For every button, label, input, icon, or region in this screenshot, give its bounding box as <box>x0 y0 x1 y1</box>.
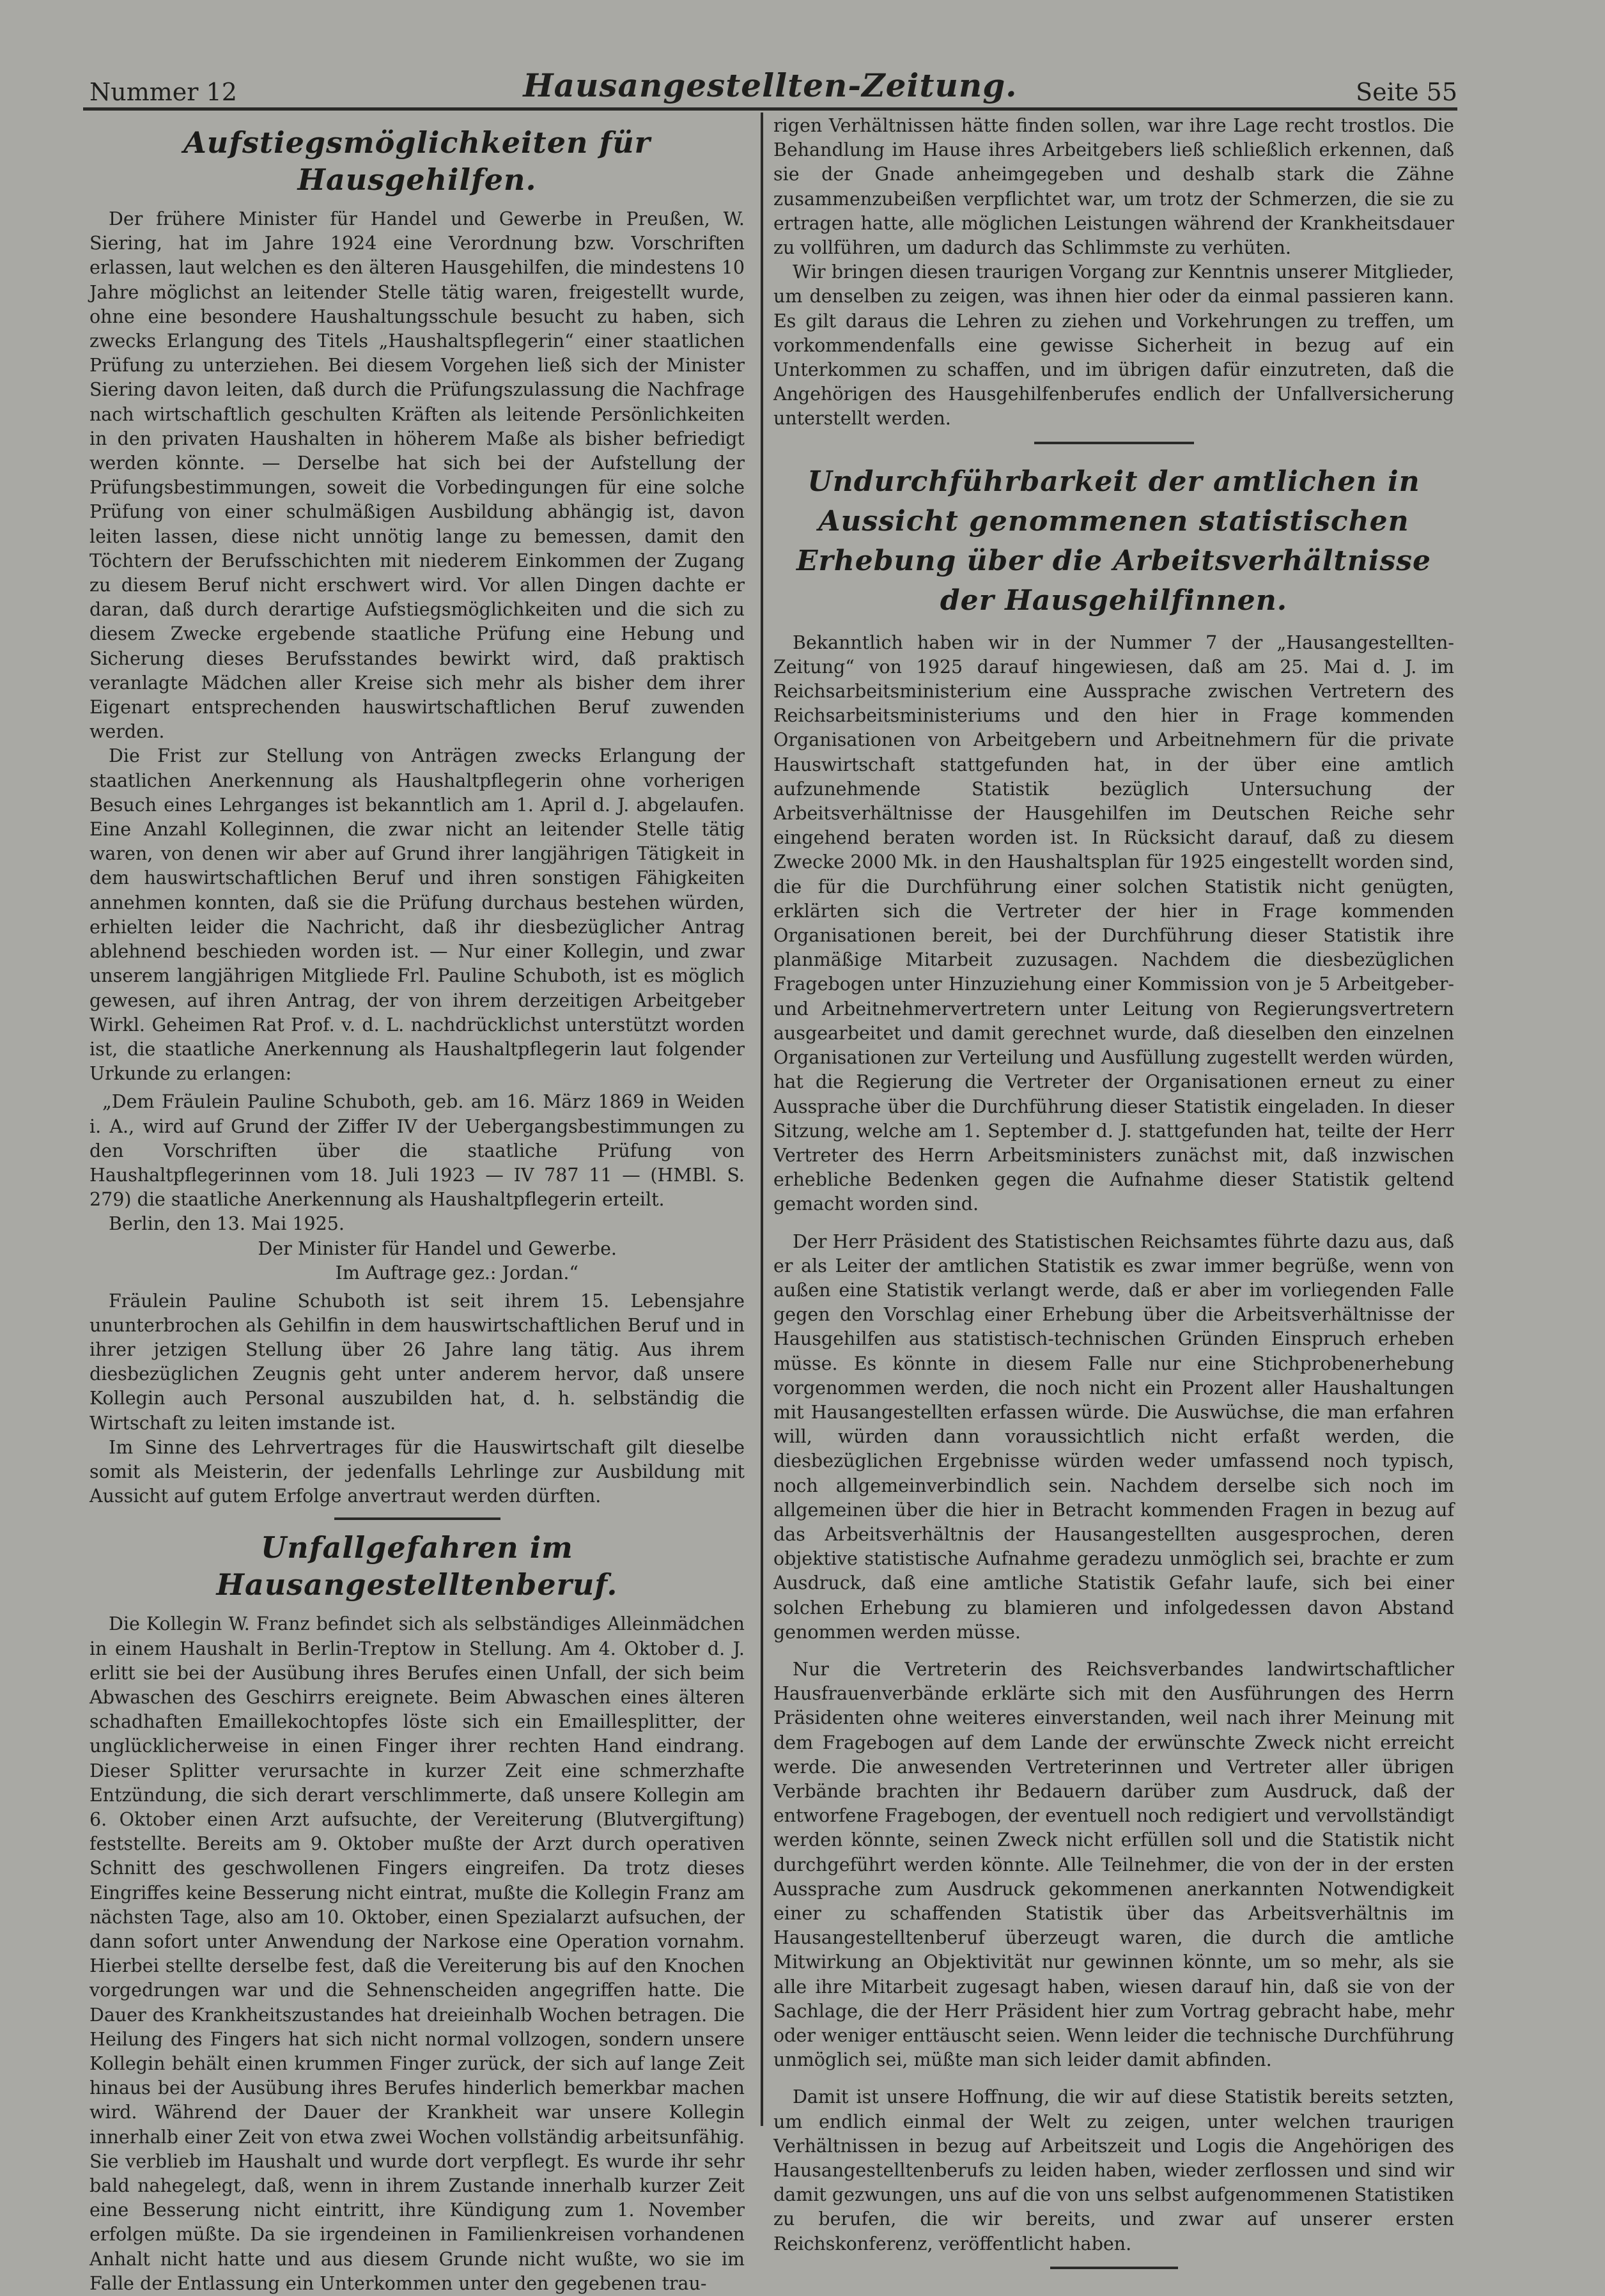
section-divider <box>1034 442 1194 444</box>
article-paragraph: Die Kollegin W. Franz befindet sich als selbständiges Alleinmädchen in einem Haushalt in Berlin-Treptow in Stellung. Am 4. Oktober d. J. erlitt sie bei der Ausübung ihres Berufes einen Unfall, der sich beim Abwaschen des Geschirrs ereignete. Beim Abwaschen eines älteren schadhaften Emaillekochtopfes löste sich ein Emaillesplitter, der unglücklicherweise in einen Finger ihrer rechten Hand eindrang. Dieser Splitter verursachte in kurzer Zeit eine schmerzhafte Entzündung, die sich derart verschlimmerte, daß unsere Kollegin am 6. Oktober einen Arzt aufsuchte, der Vereiterung (Blutvergiftung) feststellte. Bereits am 9. Oktober mußte der Arzt durch operativen Schnitt des geschwollenen Fingers eingreifen. Da trotz dieses Eingriffes keine Besserung nicht eintrat, mußte die Kollegin Franz am nächsten Tage, also am 10. Oktober, einen Spezialarzt aufsuchen, der dann sofort unter Anwendung der Narkose eine Operation vornahm. Hierbei stellte derselbe fest, daß die Vereiterung bis auf den Knochen vorgedrungen war und die Sehnenscheiden angegriffen hatte. Die Dauer des Krankheitszustandes hat dreieinhalb Wochen betragen. Die Heilung des Fingers hat sich nicht normal vollzogen, sondern unsere Kollegin behält einen krummen Finger zurück, der sich auf lange Zeit hinaus bei der Ausübung ihres Berufes hinderlich bemerkbar machen wird. Während der Dauer der Krankheit war unsere Kollegin innerhalb einer Zeit von etwa zwei Wochen vollständig arbeitsunfähig. Sie verblieb im Haushalt und wurde dort verpflegt. Es wurde ihr sehr bald nahegelegt, daß, wenn in ihrem Zustande innerhalb kurzer Zeit eine Besserung nicht eintritt, ihre Kündigung zum 1. November erfolgen müßte. Da sie irgendeinen in Familienkreisen vorhandenen Anhalt nicht hatte und aus diesem Grunde nicht wußte, wo sie im Falle der Entlassung ein Unterkommen unter den gegebenen trau- <box>89 1613 745 2294</box>
issue-number: Nummer 12 <box>89 78 237 106</box>
certificate-quote: „Dem Fräulein Pauline Schuboth, geb. am 16. März 1869 in Weiden i. A., wird auf Grund der Ziffer IV der Uebergangsbestimmungen zu den Vorschriften über die staatliche Prüfung von Haushaltpflegerinnen vom 18. Juli 1923 — IV 787 11 — (HMBl. S. 279) die staatliche Anerkennung als Haushaltpflegerin erteilt. <box>89 1091 745 1211</box>
article-paragraph: Damit ist unsere Hoffnung, die wir auf diese Statistik bereits setzten, um endlich einmal der Welt zu zeigen, unter welchen traurigen Verhältnissen in bezug auf Arbeitszeit und Logis die Angehörigen des Hausangestelltenberufs zu leiden haben, wieder zerflossen und sind wir damit gezwungen, uns auf die von uns selbst aufgenommenen Statistiken zu berufen, die wir bereits, und zwar auf unserer ersten Reichskonferenz, veröffentlicht haben. <box>773 2086 1454 2254</box>
section-divider <box>334 1517 500 1520</box>
end-divider <box>1050 2267 1178 2269</box>
page-header <box>83 64 1457 109</box>
left-column <box>89 114 745 2296</box>
certificate-date: Berlin, den 13. Mai 1925. <box>109 1213 345 1235</box>
article-paragraph: Wir bringen diesen traurigen Vorgang zur Kenntnis unserer Mitglieder, um denselben zu zeigen, was ihnen hier oder da einmal passieren kann. Es gilt daraus die Lehren zu ziehen und Vorkehrungen zu treffen, um vorkommendenfalls eine gewisse Sicherheit in bezug auf ein Unterkommen zu schaffen, und im übrigen dafür einzutreten, daß die Angehörigen des Hausgehilfenberufes endlich der Unfallversicherung unterstellt werden. <box>773 261 1454 430</box>
newspaper-title: Hausangestellten-Zeitung. <box>523 66 1018 104</box>
article-paragraph: Nur die Vertreterin des Reichsverbandes landwirtschaftlicher Hausfrauenverbände erklärte sich mit den Ausführungen des Herrn Präsidenten ohne weiteres einverstanden, weil nach ihrer Meinung mit dem Fragebogen auf dem Lande der erwünschte Zweck nicht erreicht werde. Die anwesenden Vertreterinnen und Vertreter aller übrigen Verbände brachten ihr Bedauern darüber zum Ausdruck, daß der entworfene Fragebogen, der eventuell noch redigiert und vervollständigt werden könnte, seinen Zweck nicht erfüllen soll und die Statistik nicht durchgeführt werden könnte. Alle Teilnehmer, die von der in der ersten Aussprache zum Ausdruck gekommenen anerkannten Notwendigkeit einer zu schaffenden Statistik über das Arbeitsverhältnis im Hausangestelltenberuf überzeugt waren, die durch die amtliche Mitwirkung an Objektivität nur gewinnen könnte, um so mehr, als sie alle ihre Mitarbeit zugesagt haben, wiesen darauf hin, daß sie von der Sachlage, die der Herr Präsident hier zum Vortrag gebracht habe, mehr oder weniger enttäuscht seien. Wenn leider die technische Durchführung unmöglich sei, müßte man sich leider damit abfinden. <box>773 1658 1454 2071</box>
article-title-aufstieg: Aufstiegsmöglichkeiten für Hausgehilfen. <box>183 125 651 197</box>
certificate-signature-1: Der Minister für Handel und Gewerbe. <box>258 1237 617 1259</box>
page-number: Seite 55 <box>1356 78 1457 106</box>
certificate-signature-2: Im Auftrage gez.: Jordan.“ <box>335 1262 578 1284</box>
article-paragraph: Fräulein Pauline Schuboth ist seit ihrem 15. Lebensjahre ununterbrochen als Gehilfin in dem hauswirtschaftlichen Beruf und in ihrer jetzigen Stellung über 26 Jahre lang tätig. Aus ihrem diesbezüglichen Zeugnis geht unter anderem hervor, daß unsere Kollegin auch Personal auszubilden hat, d. h. selbständig die Wirtschaft zu leiten imstande ist. <box>89 1290 745 1434</box>
article-paragraph: Der Herr Präsident des Statistischen Reichsamtes führte dazu aus, daß er als Leiter der amtlichen Statistik es zwar immer begrüße, wenn von außen eine Statistik verlangt werde, daß er aber im vorliegenden Falle gegen den Vorschlag einer Erhebung über die Arbeitsverhältnisse der Hausgehilfen aus statistisch-technischen Gründen Einspruch erheben müsse. Es könnte in diesem Falle nur eine Stichprobenerhebung vorgenommen werden, die noch nicht ein Prozent aller Haushaltungen mit Hausangestellten erfassen würde. Die Auswüchse, die man erfahren will, würden dann voraussichtlich nicht erfaßt werden, die diesbezüglichen Ergebnisse würden weder umfassend noch typisch, noch allgemeinverbindlich sein. Nachdem derselbe sich noch im allgemeinen über die hier in Betracht kommenden Fragen in bezug auf das Arbeitsverhältnis der Hausangestellten ausgesprochen, deren objektive statistische Aufnahme geradezu unmöglich sei, brachte er zum Ausdruck, daß eine amtliche Statistik Gefahr laufe, sich bei einer solchen Erhebung zu blamieren und infolgedessen davon Abstand genommen werden müsse. <box>773 1230 1454 1643</box>
article-paragraph: Bekanntlich haben wir in der Nummer 7 der „Hausangestellten-Zeitung“ von 1925 darauf hingewiesen, daß am 25. Mai d. J. im Reichsarbeitsministerium eine Aussprache zwischen Vertretern des Reichsarbeitsministeriums und den hier in Frage kommenden Organisationen von Arbeitgebern und Arbeitnehmern für die private Hauswirtschaft stattgefunden hat, in der über eine amtlich aufzunehmende Statistik bezüglich Untersuchung der Arbeitsverhältnisse der Hausgehilfen im Deutschen Reiche sehr eingehend beraten worden ist. In Rücksicht darauf, daß zu diesem Zwecke 2000 Mk. in den Haushaltsplan für 1925 eingestellt worden sind, die für die Durchführung einer solchen Statistik nicht genügten, erklärten sich die Vertreter der hier in Frage kommenden Organisationen bereit, bei der Durchführung dieser Statistik ihre planmäßige Mitarbeit zuzusagen. Nachdem die diesbezüglichen Fragebogen unter Hinzuziehung einer Kommission von je 5 Arbeitgeber- und Arbeitnehmervertretern unter Leitung von Regierungsvertretern ausgearbeitet und damit gerechnet wurde, daß dieselben den einzelnen Organisationen zur Verteilung und Ausfüllung zugestellt werden würden, hat die Regierung die Vertreter der Organisationen erneut zu einer Aussprache über die Durchführung dieser Statistik eingeladen. In dieser Sitzung, welche am 1. September d. J. stattgefunden hat, teilte der Herr Vertreter des Herrn Arbeitsministers zunächst mit, daß inzwischen erhebliche Bedenken gegen die Aufnahme dieser Statistik geltend gemacht worden sind. <box>773 632 1454 1215</box>
article-paragraph: Die Frist zur Stellung von Anträgen zwecks Erlangung der staatlichen Anerkennung als Haushaltpflegerin ohne vorherigen Besuch eines Lehrganges ist bekanntlich am 1. April d. J. abgelaufen. Eine Anzahl Kolleginnen, die zwar nicht an leitender Stelle tätig waren, von denen wir aber auf Grund ihrer langjährigen Tätigkeit in dem hauswirtschaftlichen Beruf und ihren sonstigen Fähigkeiten annehmen konnten, daß sie die Prüfung durchaus bestehen würden, erhielten leider die Nachricht, daß ihr diesbezüglicher Antrag ablehnend beschieden worden ist. — Nur einer Kollegin, und zwar unserem langjährigen Mitgliede Frl. Pauline Schuboth, ist es möglich gewesen, auf ihren Antrag, der von ihrem derzeitigen Arbeitgeber Wirkl. Geheimen Rat Prof. v. d. L. nachdrücklichst unterstützt worden ist, die staatliche Anerkennung als Haushaltpflegerin laut folgender Urkunde zu erlangen: <box>89 745 745 1085</box>
article-paragraph: Der frühere Minister für Handel und Gewerbe in Preußen, W. Siering, hat im Jahre 1924 eine Verordnung bzw. Vorschriften erlassen, laut welchen es den älteren Hausgehilfen, die mindestens 10 Jahre möglichst an leitender Stelle tätig waren, freigestellt wurde, ohne eine besondere Haushaltungsschule besucht zu haben, sich zwecks Erlangung des Titels „Haushaltspflegerin“ einer staatlichen Prüfung zu unterziehen. Bei diesem Vorgehen ließ sich der Minister Siering davon leiten, daß durch die Prüfungszulassung die Nachfrage nach wirtschaftlich geschulten Kräften als leitende Persönlichkeiten in den privaten Haushalten in höherem Maße als bisher befriedigt werden könnte. — Derselbe hat sich bei der Aufstellung der Prüfungsbestimmungen, soweit die Vorbedingungen für eine solche Prüfung von einer schulmäßigen Ausbildung abhängig ist, davon leiten lassen, diese nicht unnötig lange zu bemessen, damit den Töchtern der Berufsschichten mit niederem Einkommen der Zugang zu diesem Beruf nicht erschwert wird. Vor allen Dingen dachte er daran, daß durch derartige Aufstiegsmöglichkeiten und die sich zu diesem Zwecke ergebende staatliche Prüfung eine Hebung und Sicherung dieses Berufsstandes bewirkt wird, daß praktisch veranlagte Mädchen aller Kreise sich mehr als bisher dem ihrer Eigenart entsprechenden hauswirtschaftlichen Beruf zuwenden werden. <box>89 208 745 743</box>
article-title-statistik: Undurchführbarkeit der amtlichen in Aussicht genommenen statistischen Erhebung über die Arbeitsverhältnisse der Hausgehilfinnen. <box>796 465 1431 617</box>
article-paragraph: Im Sinne des Lehrvertrages für die Hauswirtschaft gilt dieselbe somit als Meisterin, der jedenfalls Lehrlinge zur Ausbildung mit Aussicht auf gutem Erfolge anvertraut werden dürften. <box>89 1436 745 1507</box>
right-column <box>773 114 1454 2281</box>
header-rule <box>83 107 1457 111</box>
column-rule <box>761 112 763 2126</box>
article-title-unfall: Unfallgefahren im Hausangestelltenberuf. <box>216 1530 618 1602</box>
article-paragraph-continued: rigen Verhältnissen hätte finden sollen, war ihre Lage recht trostlos. Die Behandlung im Hause ihres Arbeitgebers ließ schließlich erkennen, daß sie der Gnade anheimgegeben und deshalb stark die Zähne zusammenzubeißen verpflichtet war, um trotz der Schmerzen, die sie zu ertragen hatte, alle möglichen Leistungen während der Krankheitsdauer zu vollführen, um dadurch das Schlimmste zu verhüten. <box>773 115 1454 259</box>
